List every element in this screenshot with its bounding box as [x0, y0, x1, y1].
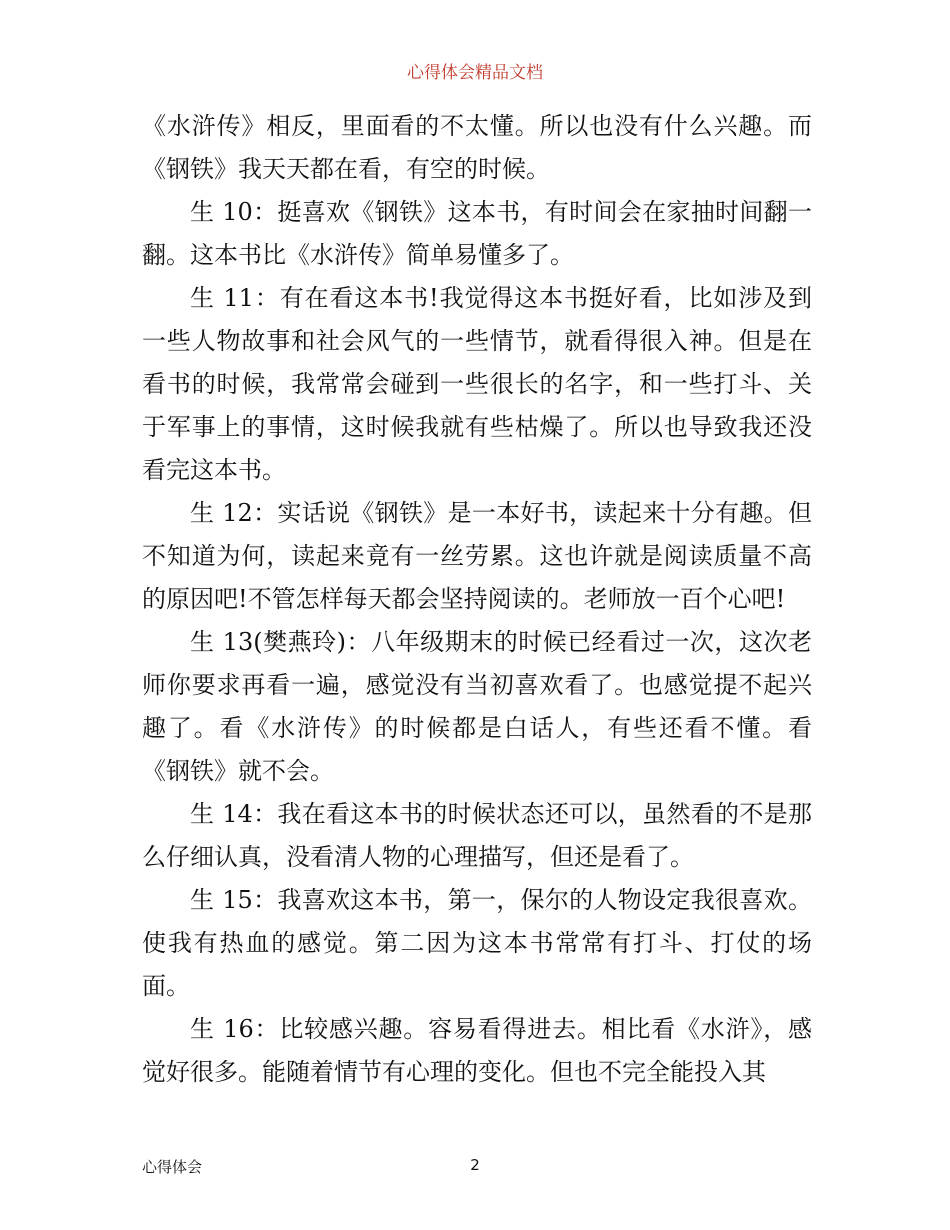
paragraph-4: 生 12：实话说《钢铁》是一本好书，读起来十分有趣。但不知道为何，读起来竟有一丝劳累。这也许就是阅读质量不高的原因吧!不管怎样每天都会坚持阅读的。老师放一百个心吧!	[142, 499, 812, 613]
paragraph-2: 生 10：挺喜欢《钢铁》这本书，有时间会在家抽时间翻一翻。这本书比《水浒传》简单易懂多了。	[142, 198, 812, 269]
paragraph-8: 生 16：比较感兴趣。容易看得进去。相比看《水浒》，感觉好很多。能随着情节有心理的变化。但也不完全能投入其	[142, 1015, 812, 1086]
paragraph-7: 生 15：我喜欢这本书，第一，保尔的人物设定我很喜欢。使我有热血的感觉。第二因为这本书常常有打斗、打仗的场面。	[142, 886, 812, 1000]
paragraph-3: 生 11：有在看这本书!我觉得这本书挺好看，比如涉及到一些人物故事和社会风气的一些情节，就看得很入神。但是在看书的时候，我常常会碰到一些很长的名字，和一些打斗、关于军事上的事情，这时候我就有些枯燥了。所以也导致我还没看完这本书。	[142, 284, 812, 484]
page-number: 2	[470, 1156, 480, 1174]
footer-label: 心得体会	[142, 1158, 203, 1176]
paragraph-5: 生 13(樊燕玲)：八年级期末的时候已经看过一次，这次老师你要求再看一遍，感觉没有当初喜欢看了。也感觉提不起兴趣了。看《水浒传》的时候都是白话人，有些还看不懂。看《钢铁》就不会。	[142, 628, 812, 785]
document-body	[142, 105, 812, 1094]
page-header-title: 心得体会精品文档	[407, 63, 543, 83]
paragraph-6: 生 14：我在看这本书的时候状态还可以，虽然看的不是那么仔细认真，没看清人物的心理描写，但还是看了。	[142, 800, 812, 871]
paragraph-1: 《水浒传》相反，里面看的不太懂。所以也没有什么兴趣。而《钢铁》我天天都在看，有空的时候。	[142, 112, 812, 183]
